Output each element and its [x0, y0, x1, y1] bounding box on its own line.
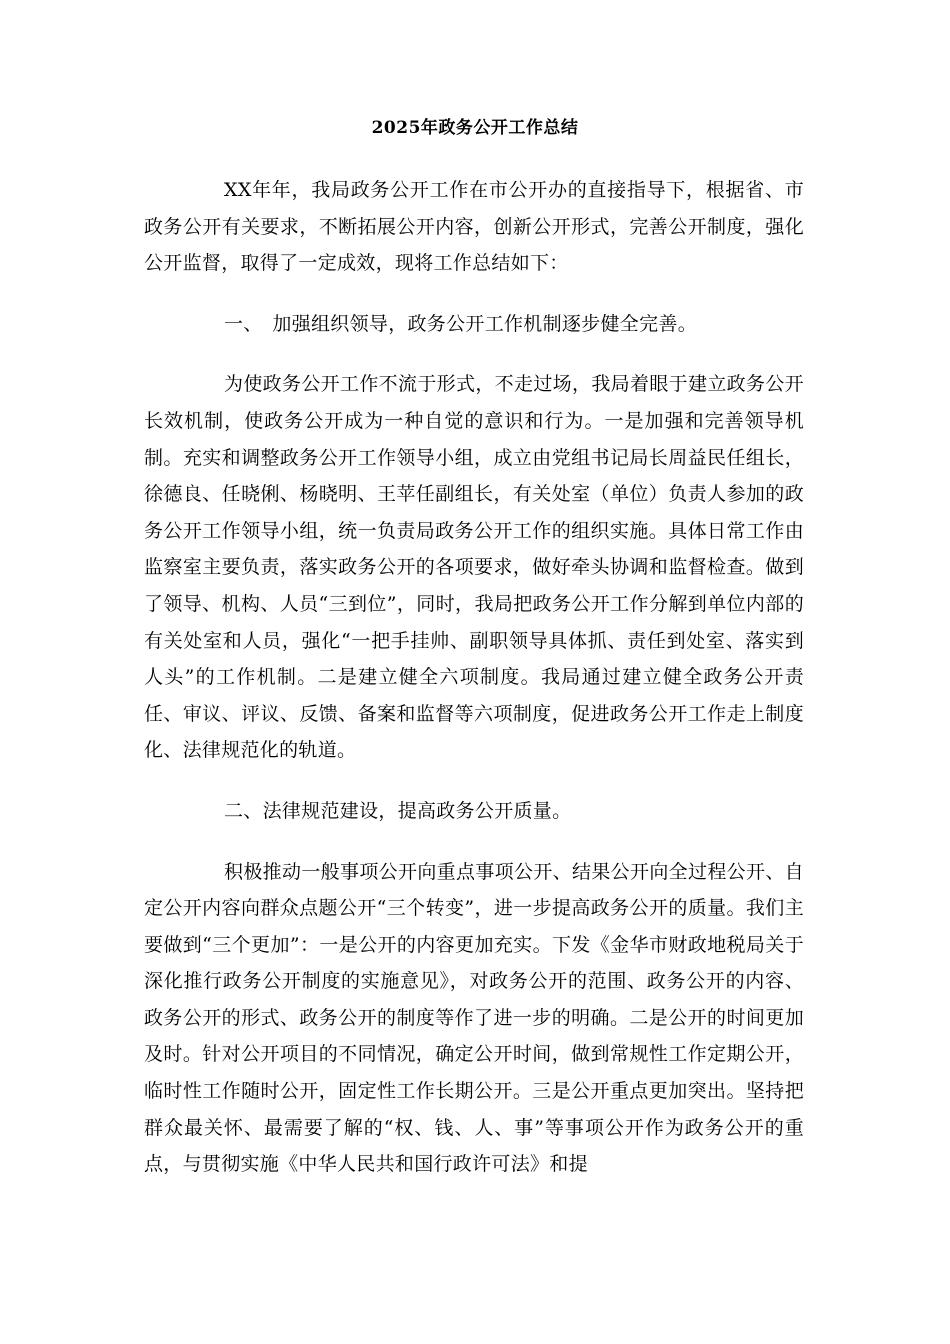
- section-heading-2: 二、法律规范建设，提高政务公开质量。: [224, 799, 572, 822]
- document-body: [144, 172, 804, 1207]
- section-2-paragraph: 积极推动一般事项公开向重点事项公开、结果公开向全过程公开、自定公开内容向群众点题公开“三个转变”，进一步提高政务公开的质量。我们主要做到“三个更加”：一是公开的内容更加充实。下发《金华市财政地税局关于深化推行政务公开制度的实施意见》，对政务公开的范围、政务公开的内容、政务公开的形式、政务公开的制度等作了进一步的明确。二是公开的时间更加及时。针对公开项目的不同情况，确定公开时间，做到常规性工作定期公开，临时性工作随时公开，固定性工作长期公开。三是公开重点更加突出。坚持把群众最关怀、最需要了解的“权、钱、人、事”等事项公开作为政务公开的重点，与贯彻实施《中华人民共和国行政许可法》和提: [144, 860, 804, 1176]
- section-heading-1: 一、 加强组织领导，政务公开工作机制逐步健全完善。: [224, 312, 698, 335]
- document-title: 2025年政务公开工作总结: [371, 118, 579, 138]
- section-1-paragraph: 为使政务公开工作不流于形式，不走过场，我局着眼于建立政务公开长效机制，使政务公开成为一种自觉的意识和行为。一是加强和完善领导机制。充实和调整政务公开工作领导小组，成立由党组书记局长周益民任组长，徐德良、任晓俐、杨晓明、王苹任副组长，有关处室（单位）负责人参加的政务公开工作领导小组，统一负责局政务公开工作的组织实施。具体日常工作由监察室主要负责，落实政务公开的各项要求，做好牵头协调和监督检查。做到了领导、机构、人员“三到位”，同时，我局把政务公开工作分解到单位内部的有关处室和人员，强化“一把手挂帅、副职领导具体抓、责任到处室、落实到人头”的工作机制。二是建立健全六项制度。我局通过建立健全政务公开责任、审议、评议、反馈、备案和监督等六项制度，促进政务公开工作走上制度化、法律规范化的轨道。: [144, 373, 804, 762]
- intro-paragraph: XX年年，我局政务公开工作在市公开办的直接指导下，根据省、市政务公开有关要求，不断拓展公开内容，创新公开形式，完善公开制度，强化公开监督，取得了一定成效，现将工作总结如下：: [144, 179, 804, 275]
